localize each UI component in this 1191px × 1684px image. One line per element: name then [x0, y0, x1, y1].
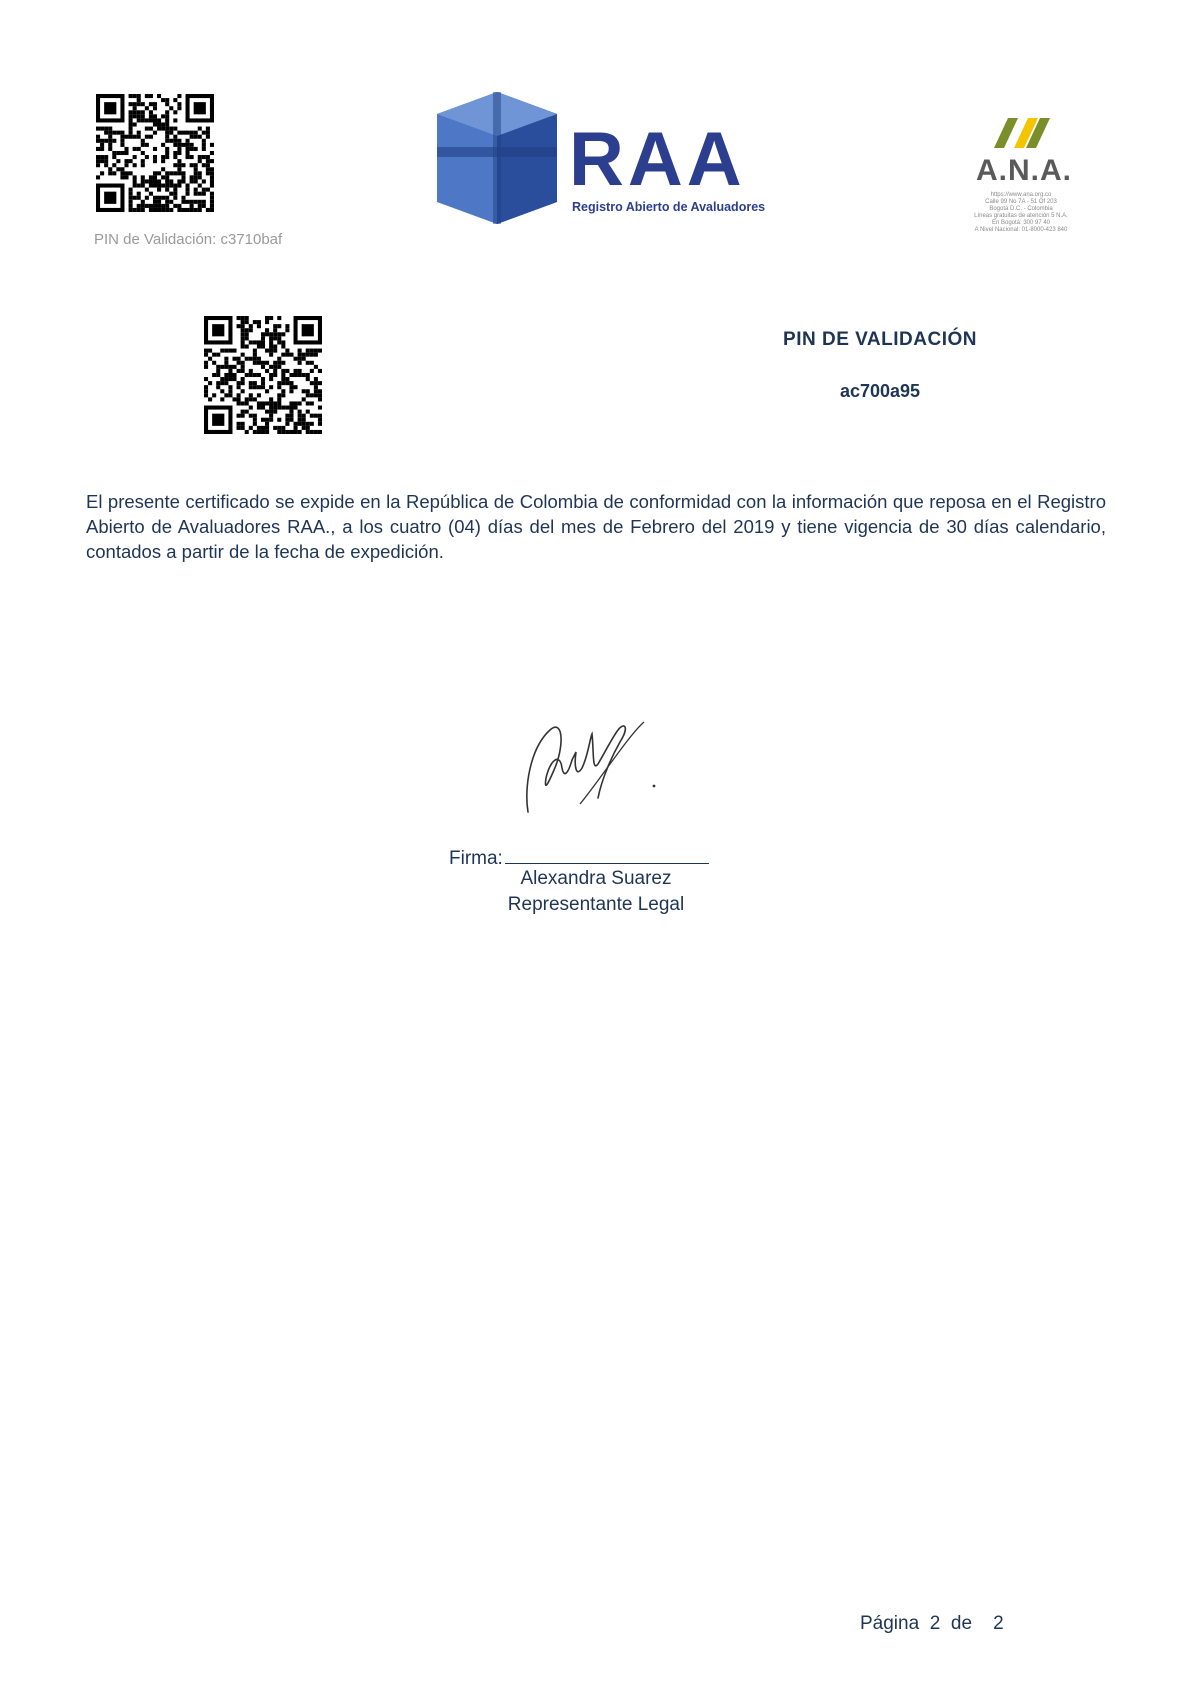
signature-label: Firma:: [449, 848, 503, 869]
ana-logo-info: https://www.ana.org.co Calle 99 No 7A - 51 Of 203 Bogotá D.C. - Colombia Líneas gratuitas de atención 5 N.A. En Bogotá: 300 97 40 A Nivel Nacional: 01-8000-423 840: [974, 192, 1068, 233]
signature-underline: [505, 843, 709, 864]
certificate-text: El presente certificado se expide en la República de Colombia de conformidad con la información que reposa en el Registro Abierto de Avaluadores RAA., a los cuatro (04) días del mes de Febrero del 2019 y tiene vigencia de 30 días calendario, contados a partir de la fecha de expedición.: [86, 491, 1106, 562]
raa-logo-subtitle: Registro Abierto de Avaluadores: [572, 200, 766, 214]
ana-logo-text: A.N.A.: [976, 154, 1072, 187]
qr-code-validation: [204, 316, 322, 434]
pin-code: ac700a95: [839, 381, 921, 401]
raa-logo: [437, 92, 777, 224]
ana-logo: [918, 110, 1114, 240]
page-number: Página 2 de 2: [860, 1613, 1004, 1634]
signature-line: [449, 843, 709, 870]
pin-title: PIN DE VALIDACIÓN: [783, 329, 977, 350]
qr-code-header: [96, 94, 214, 212]
ana-emblem-icon: [992, 114, 1052, 150]
signer-name: Alexandra Suarez: [520, 868, 672, 889]
header-pin-label: PIN de Validación: c3710baf: [94, 231, 283, 248]
raa-logo-text: RAA: [569, 117, 746, 202]
signer-role: Representante Legal: [507, 894, 685, 915]
handwritten-signature: [520, 708, 670, 816]
